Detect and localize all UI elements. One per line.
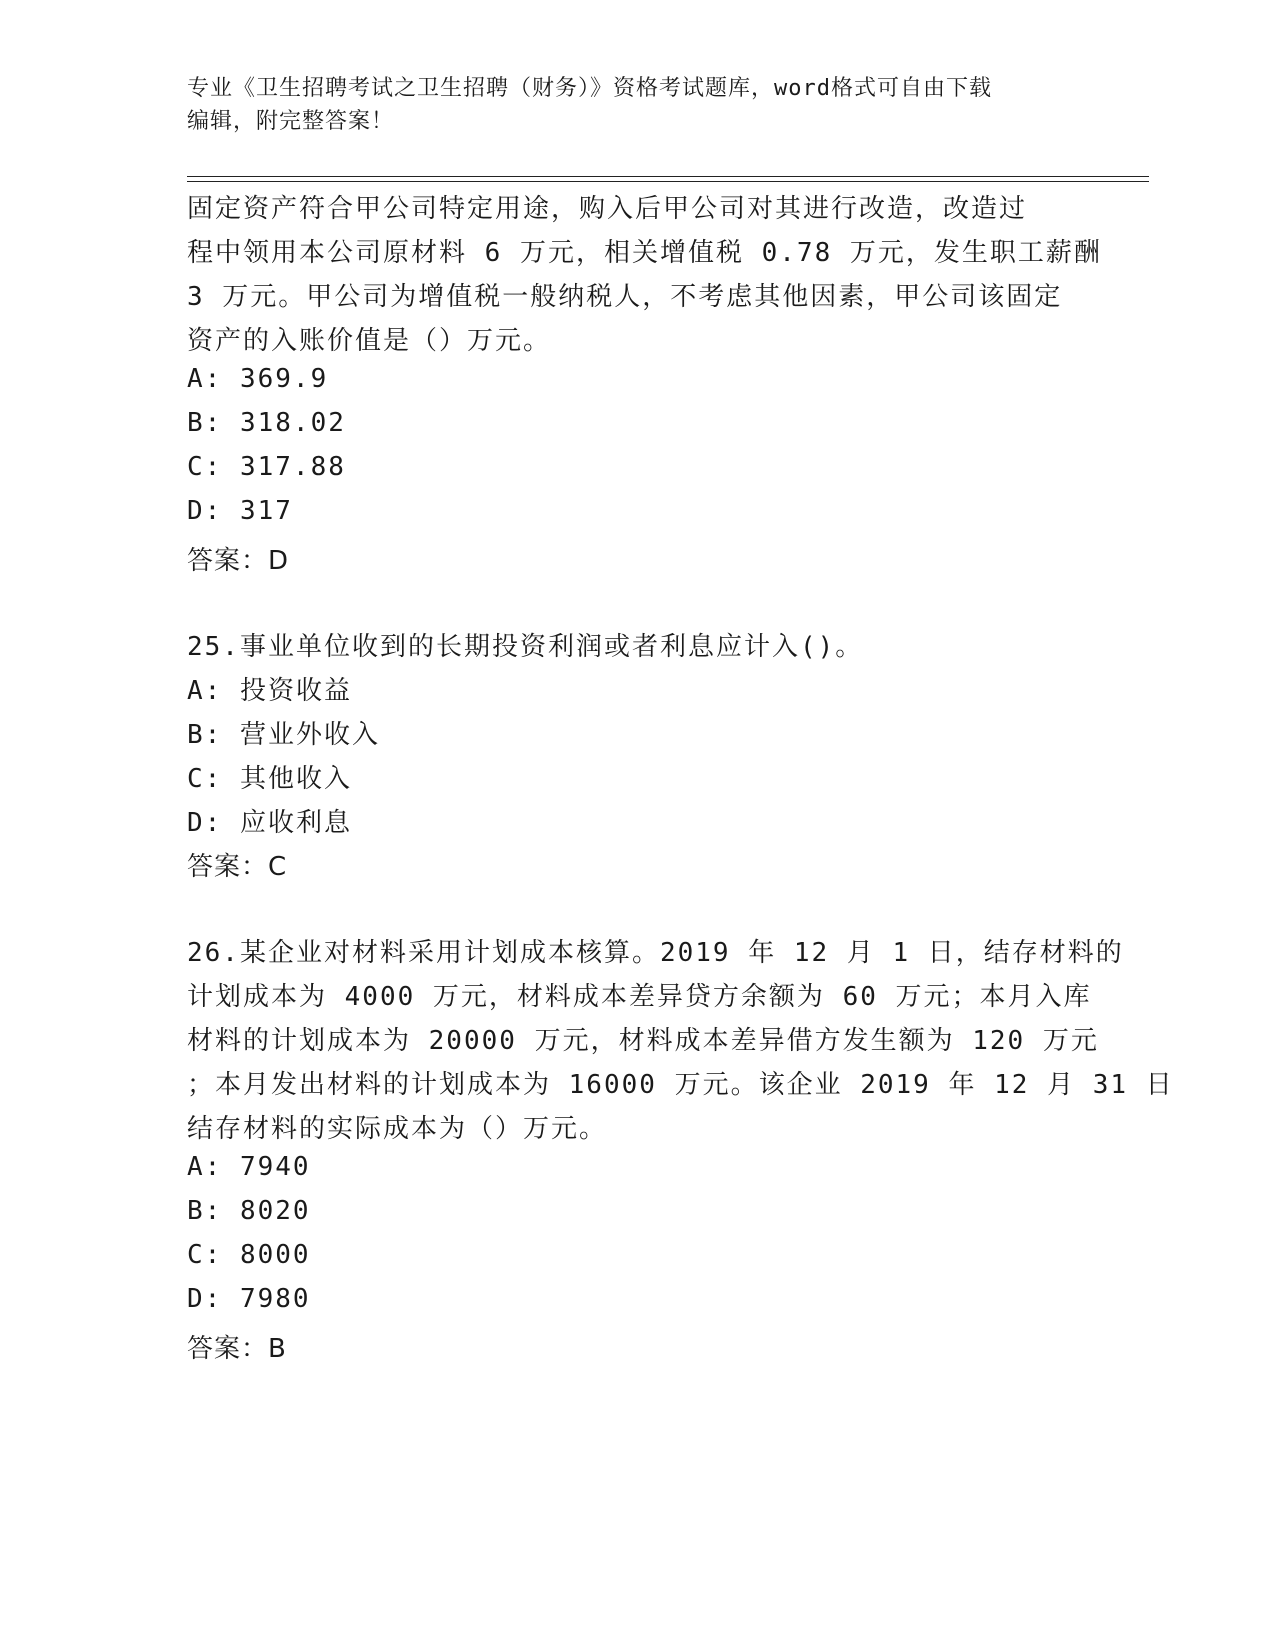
- option-c: C: 8000: [187, 1240, 311, 1270]
- answer: 答案：B: [187, 1334, 287, 1364]
- header-divider-bottom: [187, 181, 1149, 182]
- document-header: [187, 72, 1087, 138]
- option-b: B: 8020: [187, 1196, 311, 1226]
- question-text-line: 固定资产符合甲公司特定用途，购入后甲公司对其进行改造，改造过: [187, 194, 1028, 224]
- option-d: D: 317: [187, 496, 293, 526]
- header-line-1: 专业《卫生招聘考试之卫生招聘（财务）》资格考试题库，word格式可自由下载: [187, 76, 992, 101]
- header-line-2: 编辑，附完整答案！: [187, 109, 395, 134]
- option-d: D: 7980: [187, 1284, 311, 1314]
- option-a: A: 投资收益: [187, 676, 352, 706]
- option-a: A: 7940: [187, 1152, 311, 1182]
- option-a: A: 369.9: [187, 364, 329, 394]
- question-text-line: 程中领用本公司原材料 6 万元，相关增值税 0.78 万元，发生职工薪酬: [187, 238, 1102, 268]
- option-b: B: 营业外收入: [187, 720, 380, 750]
- question-text-line: 材料的计划成本为 20000 万元，材料成本差异借方发生额为 120 万元: [187, 1026, 1099, 1056]
- option-c: C: 其他收入: [187, 764, 352, 794]
- question-text-line: 资产的入账价值是（）万元。: [187, 326, 552, 356]
- option-c: C: 317.88: [187, 452, 346, 482]
- answer: 答案：C: [187, 852, 288, 882]
- question-text-line: ；本月发出材料的计划成本为 16000 万元。该企业 2019 年 12 月 31 日: [187, 1070, 1174, 1100]
- question-text-line: 3 万元。甲公司为增值税一般纳税人，不考虑其他因素，甲公司该固定: [187, 282, 1063, 312]
- question-text-line: 25.事业单位收到的长期投资利润或者利息应计入()。: [187, 632, 864, 662]
- question-text-line: 26.某企业对材料采用计划成本核算。2019 年 12 月 1 日，结存材料的: [187, 938, 1124, 968]
- option-d: D: 应收利息: [187, 808, 352, 838]
- answer: 答案：D: [187, 546, 290, 576]
- option-b: B: 318.02: [187, 408, 346, 438]
- header-divider-top: [187, 176, 1149, 177]
- question-text-line: 计划成本为 4000 万元，材料成本差异贷方余额为 60 万元；本月入库: [187, 982, 1092, 1012]
- question-text-line: 结存材料的实际成本为（）万元。: [187, 1114, 608, 1144]
